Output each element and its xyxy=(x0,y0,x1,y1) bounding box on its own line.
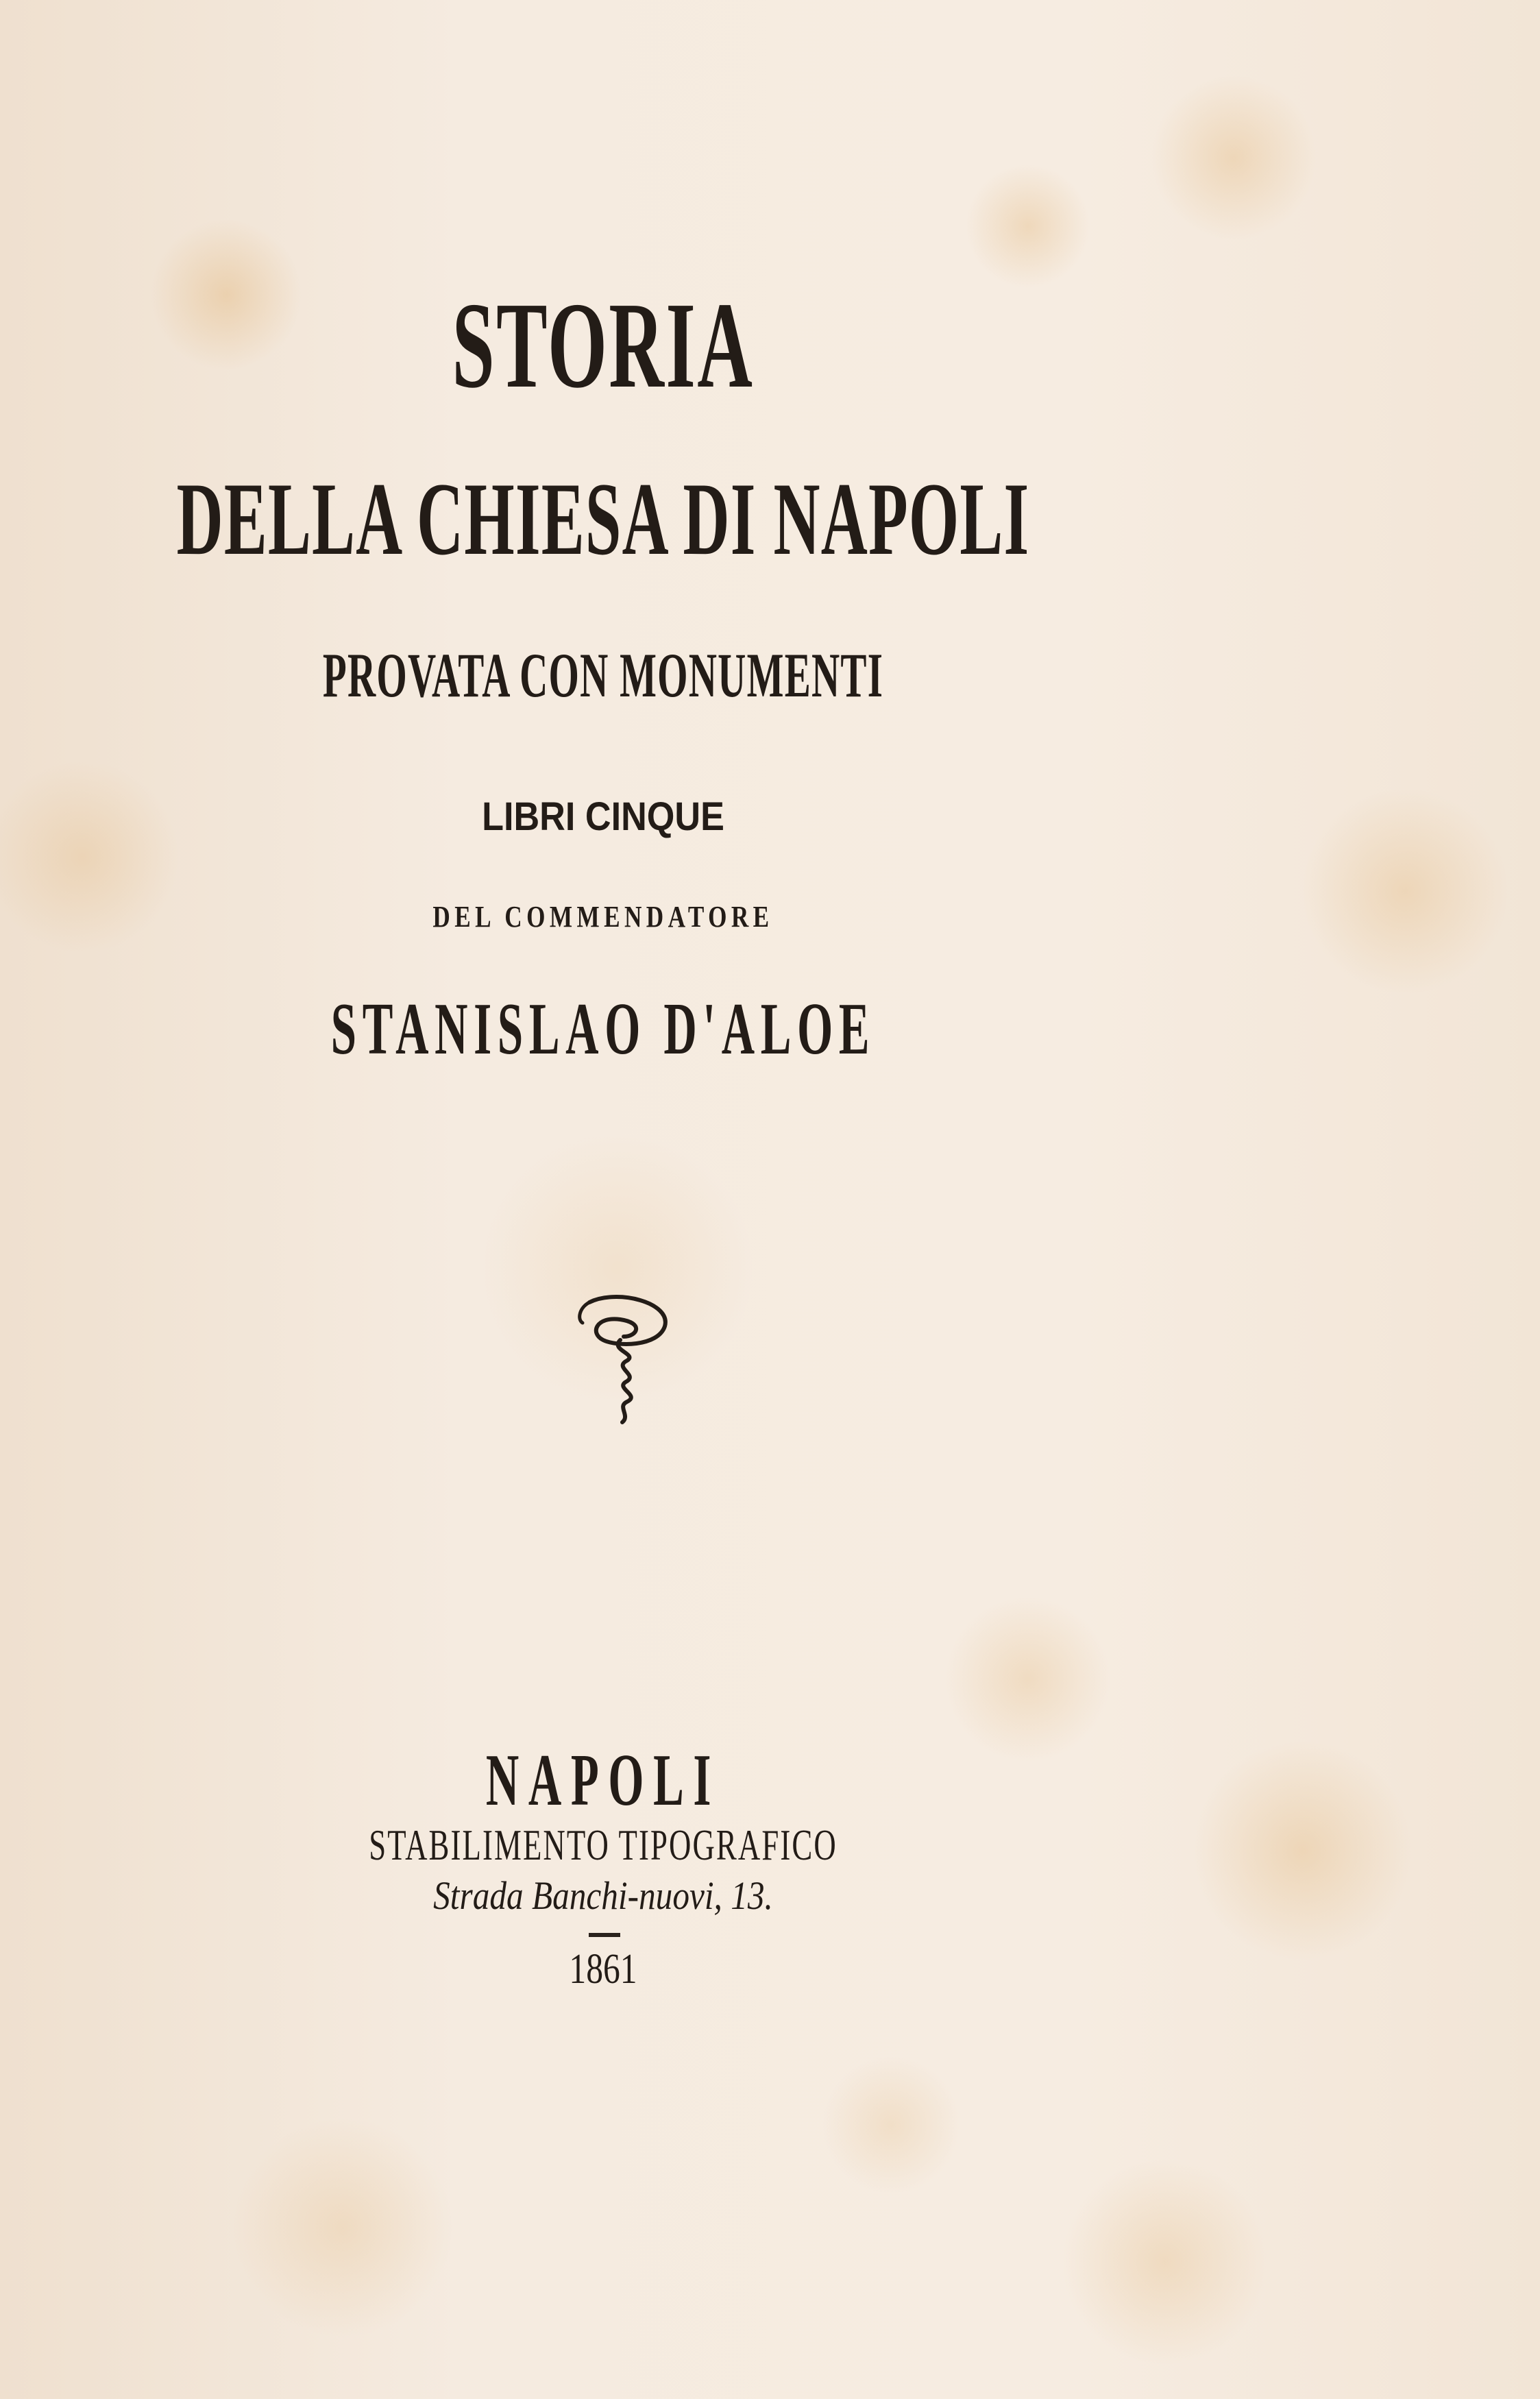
author-prefix: DEL COMMENDATORE xyxy=(432,900,774,934)
imprint-year: 1861 xyxy=(569,1946,637,1993)
volumes-note: LIBRI CINQUE xyxy=(482,794,724,839)
book-subtitle-2: PROVATA CON MONUMENTI xyxy=(322,640,884,710)
swirl-ornament-icon xyxy=(562,1289,679,1426)
imprint-printer: STABILIMENTO TIPOGRAFICO xyxy=(369,1820,838,1869)
book-title: STORIA xyxy=(452,277,755,413)
divider-rule xyxy=(589,1933,620,1937)
imprint-address: Strada Banchi-nuovi, 13. xyxy=(433,1873,773,1918)
imprint-city: NAPOLI xyxy=(485,1740,721,1821)
book-subtitle: DELLA CHIESA DI NAPOLI xyxy=(176,461,1030,576)
author-name: STANISLAO D'ALOE xyxy=(330,988,876,1070)
